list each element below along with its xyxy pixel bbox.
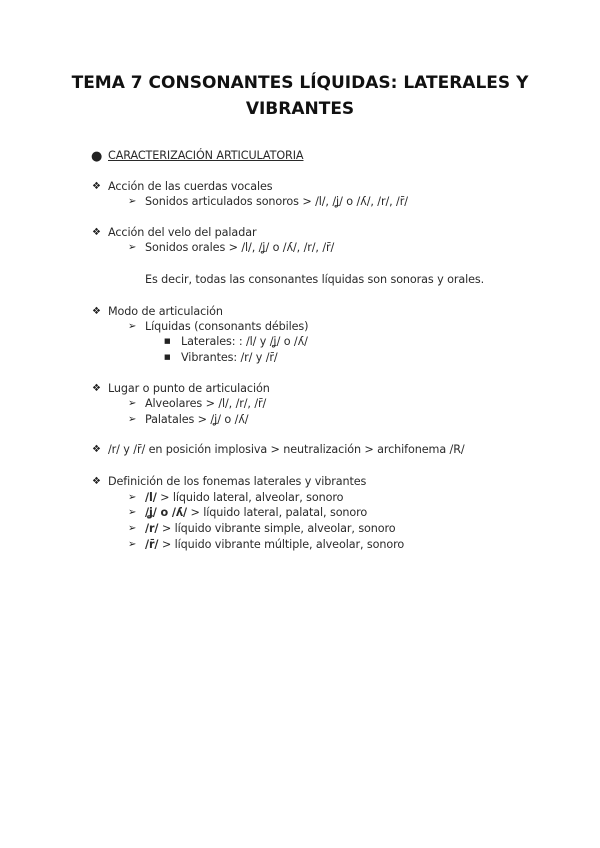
- sub-item: Palatales > /ʝ/ o /ʎ/: [145, 413, 249, 426]
- arrow-bullet-icon: ➢: [128, 523, 137, 534]
- definition-item: [145, 537, 404, 552]
- sub-item: Líquidas (consonants débiles): [145, 320, 309, 333]
- phoneme: /r/: [145, 522, 159, 535]
- definition-text: > líquido lateral, alveolar, sonoro: [156, 491, 344, 504]
- sub-sub-item: Laterales: : /l/ y /ʝ/ o /ʎ/: [181, 335, 308, 348]
- diamond-bullet-icon: ❖: [92, 227, 101, 238]
- page-title: TEMA 7 CONSONANTES LÍQUIDAS: LATERALES Y VIBRANTES: [71, 73, 529, 119]
- definition-text: > líquido vibrante simple, alveolar, sonoro: [158, 522, 396, 535]
- sub-item: Sonidos orales > /l/, /ʝ/ o /ʎ/, /r/, /r̄/: [145, 241, 335, 254]
- definition-item: [145, 521, 396, 536]
- note-text: Es decir, todas las consonantes líquidas son sonoras y orales.: [145, 273, 485, 286]
- section-label: Modo de articulación: [108, 305, 223, 318]
- phoneme: /l/: [145, 491, 157, 504]
- definition-item: [145, 505, 367, 520]
- bullet-icon: ●: [91, 149, 103, 164]
- phoneme: /r̄/: [145, 538, 159, 551]
- section-label: Lugar o punto de articulación: [108, 382, 270, 395]
- section-label: /r/ y /r̄/ en posición implosiva > neutralización > archifonema /R/: [108, 443, 465, 456]
- arrow-bullet-icon: ➢: [128, 242, 137, 253]
- arrow-bullet-icon: ➢: [128, 196, 137, 207]
- section-label: Acción del velo del paladar: [108, 226, 257, 239]
- square-bullet-icon: ■: [164, 337, 171, 345]
- arrow-bullet-icon: ➢: [128, 492, 137, 503]
- arrow-bullet-icon: ➢: [128, 398, 137, 409]
- square-bullet-icon: ■: [164, 353, 171, 361]
- section-heading: CARACTERIZACIÓN ARTICULATORIA: [108, 149, 304, 162]
- arrow-bullet-icon: ➢: [128, 539, 137, 550]
- section-label: Definición de los fonemas laterales y vibrantes: [108, 475, 367, 488]
- arrow-bullet-icon: ➢: [128, 507, 137, 518]
- definition-text: > líquido lateral, palatal, sonoro: [187, 506, 368, 519]
- definition-text: > líquido vibrante múltiple, alveolar, sonoro: [158, 538, 405, 551]
- section-label: Acción de las cuerdas vocales: [108, 180, 273, 193]
- sub-item: Sonidos articulados sonoros > /l/, /ʝ/ o /ʎ/, /r/, /r̄/: [145, 195, 408, 208]
- definition-item: [145, 490, 343, 505]
- sub-sub-item: Vibrantes: /r/ y /r̄/: [181, 351, 278, 364]
- arrow-bullet-icon: ➢: [128, 414, 137, 425]
- diamond-bullet-icon: ❖: [92, 476, 101, 487]
- arrow-bullet-icon: ➢: [128, 321, 137, 332]
- diamond-bullet-icon: ❖: [92, 306, 101, 317]
- sub-item: Alveolares > /l/, /r/, /r̄/: [145, 397, 267, 410]
- diamond-bullet-icon: ❖: [92, 383, 101, 394]
- diamond-bullet-icon: ❖: [92, 181, 101, 192]
- phoneme: /ʝ/ o /ʎ/: [145, 506, 188, 519]
- diamond-bullet-icon: ❖: [92, 444, 101, 455]
